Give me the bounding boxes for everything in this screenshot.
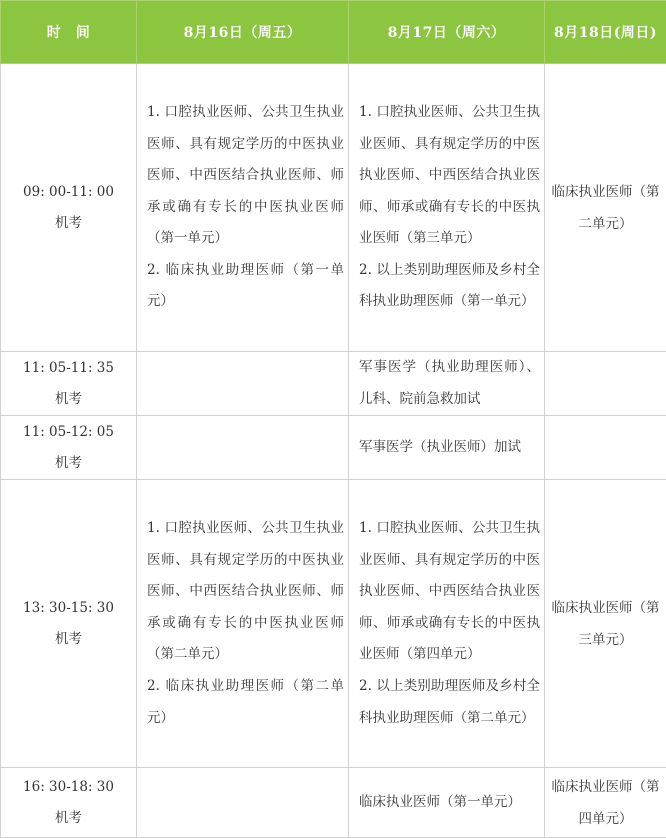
aug18-cell: 临床执业医师（第三单元） bbox=[545, 480, 666, 768]
exam-item: 2. 临床执业助理医师（第一单元） bbox=[147, 255, 344, 318]
header-row bbox=[1, 1, 666, 64]
table-row bbox=[1, 352, 666, 416]
aug16-cell bbox=[137, 768, 349, 838]
header-time: 时 间 bbox=[1, 1, 137, 64]
aug17-cell bbox=[349, 64, 545, 352]
time-range: 11: 05-12: 05 bbox=[1, 417, 136, 448]
table-row bbox=[1, 416, 666, 480]
aug18-cell bbox=[545, 416, 666, 480]
exam-item: 2. 以上类别助理医师及乡村全科执业助理医师（第二单元） bbox=[359, 671, 540, 734]
exam-mode: 机考 bbox=[1, 448, 136, 479]
header-aug18: 8月18日(周日) bbox=[545, 1, 666, 64]
table-row bbox=[1, 480, 666, 768]
time-cell bbox=[1, 64, 137, 352]
table-row bbox=[1, 768, 666, 838]
aug17-cell: 军事医学（执业助理医师）、儿科、院前急救加试 bbox=[349, 352, 545, 416]
exam-item: 1. 口腔执业医师、公共卫生执业医师、具有规定学历的中医执业医师、中西医结合执业医师、师承或确有专长的中医执业医师（第一单元） bbox=[147, 97, 344, 255]
time-range: 13: 30-15: 30 bbox=[1, 593, 136, 624]
time-cell bbox=[1, 768, 137, 838]
exam-item: 1. 口腔执业医师、公共卫生执业医师、具有规定学历的中医执业医师、中西医结合执业医师、师承或确有专长的中医执业医师（第二单元） bbox=[147, 513, 344, 671]
time-cell bbox=[1, 480, 137, 768]
exam-mode: 机考 bbox=[1, 208, 136, 239]
exam-item: 2. 以上类别助理医师及乡村全科执业助理医师（第一单元） bbox=[359, 255, 540, 318]
exam-item: 1. 口腔执业医师、公共卫生执业医师、具有规定学历的中医执业医师、中西医结合执业医师、师承或确有专长的中医执业医师（第四单元） bbox=[359, 513, 540, 671]
aug17-cell bbox=[349, 480, 545, 768]
aug17-cell: 临床执业医师（第一单元） bbox=[349, 768, 545, 838]
aug16-cell bbox=[137, 64, 349, 352]
aug16-cell bbox=[137, 416, 349, 480]
exam-mode: 机考 bbox=[1, 624, 136, 655]
aug18-cell bbox=[545, 352, 666, 416]
table-row bbox=[1, 64, 666, 352]
aug16-cell bbox=[137, 352, 349, 416]
header-aug16: 8月16日（周五） bbox=[137, 1, 349, 64]
exam-item: 1. 口腔执业医师、公共卫生执业医师、具有规定学历的中医执业医师、中西医结合执业医师、师承或确有专长的中医执业医师（第三单元） bbox=[359, 97, 540, 255]
time-cell bbox=[1, 416, 137, 480]
time-cell bbox=[1, 352, 137, 416]
aug18-cell: 临床执业医师（第二单元） bbox=[545, 64, 666, 352]
exam-item: 2. 临床执业助理医师（第二单元） bbox=[147, 671, 344, 734]
time-range: 11: 05-11: 35 bbox=[1, 353, 136, 384]
exam-mode: 机考 bbox=[1, 384, 136, 415]
aug17-cell: 军事医学（执业医师）加试 bbox=[349, 416, 545, 480]
exam-mode: 机考 bbox=[1, 803, 136, 834]
aug16-cell bbox=[137, 480, 349, 768]
time-range: 16: 30-18: 30 bbox=[1, 772, 136, 803]
time-range: 09: 00-11: 00 bbox=[1, 177, 136, 208]
header-aug17: 8月17日（周六） bbox=[349, 1, 545, 64]
aug18-cell: 临床执业医师（第四单元） bbox=[545, 768, 666, 838]
